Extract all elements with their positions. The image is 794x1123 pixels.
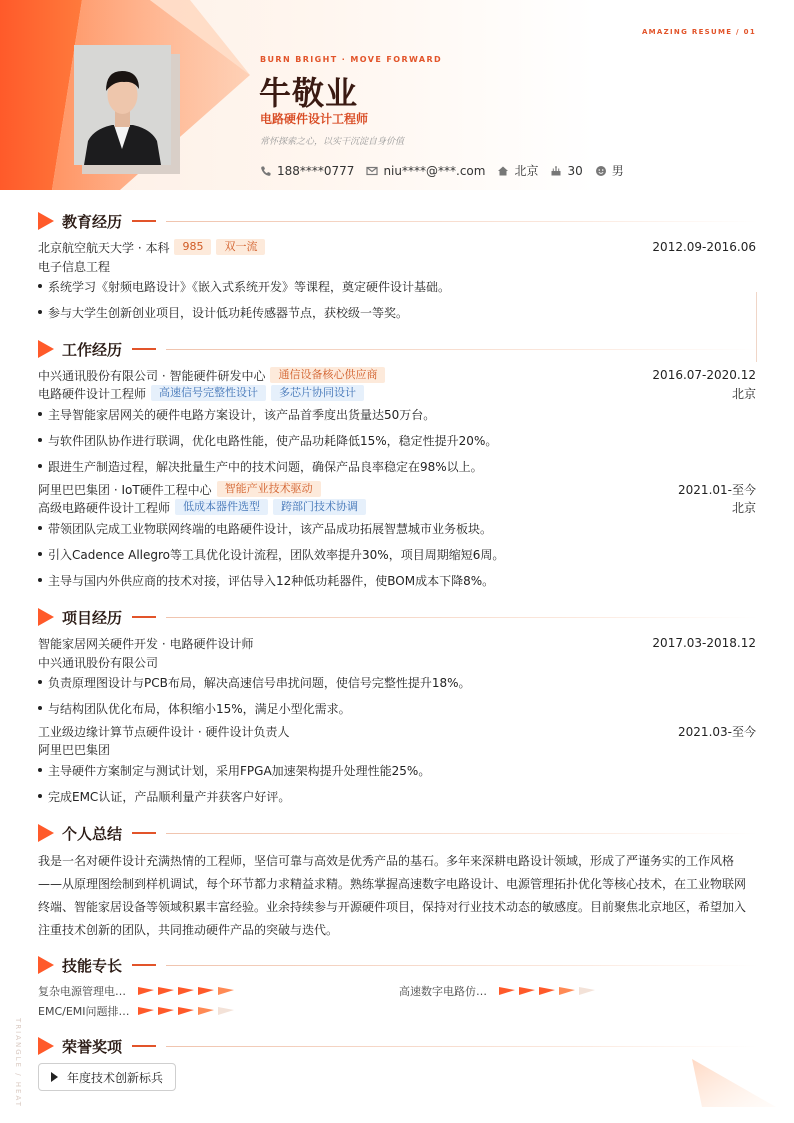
- section-title: 项目经历: [62, 608, 123, 627]
- section-dash: [132, 1045, 156, 1047]
- skill-level: [138, 1007, 234, 1015]
- section-awards: [38, 1035, 758, 1057]
- section-projects: [38, 606, 758, 628]
- triangle-icon: [38, 1037, 54, 1055]
- skill-flag-filled: [539, 987, 555, 995]
- motto: BURN BRIGHT · MOVE FORWARD: [260, 55, 443, 64]
- contact-gender: [595, 162, 624, 179]
- company-tag: 通信设备核心供应商: [270, 367, 385, 383]
- education-period: 2012.09-2016.06: [652, 240, 756, 254]
- job-title: 电路硬件设计工程师: [260, 112, 369, 126]
- skill-flag-filled: [519, 987, 535, 995]
- skill-item: [38, 1003, 234, 1019]
- project-name: 工业级边缘计算节点硬件设计 · 硬件设计负责人: [38, 724, 290, 739]
- cake-icon: [550, 165, 562, 177]
- play-icon: [51, 1072, 58, 1082]
- section-dash: [132, 348, 156, 350]
- section-line: [166, 965, 758, 966]
- work-bullet: 主导与国内外供应商的技术对接，评估导入12种低功耗器件，使BOM成本下降8%。: [38, 572, 756, 589]
- mail-icon: [366, 165, 378, 177]
- work-role-row: [38, 384, 756, 402]
- section-line: [166, 349, 758, 350]
- contact-city: [497, 162, 538, 179]
- section-line: [166, 617, 758, 618]
- role-tag: 跨部门技术协调: [273, 499, 366, 515]
- skill-flag-filled: [559, 987, 575, 995]
- avatar: [74, 45, 171, 165]
- section-line: [166, 833, 758, 834]
- work-bullet: 主导智能家居网关的硬件电路方案设计，该产品首季度出货量达50万台。: [38, 406, 756, 423]
- school-tag: 双一流: [216, 239, 265, 255]
- work-company-row: [38, 366, 756, 384]
- education-bullet: 系统学习《射频电路设计》《嵌入式系统开发》等课程，奠定硬件设计基础。: [38, 278, 756, 295]
- skill-level: [138, 987, 234, 995]
- contact-email: [366, 164, 485, 178]
- skill-flag-filled: [158, 1007, 174, 1015]
- skill-flag-filled: [138, 987, 154, 995]
- section-dash: [132, 616, 156, 618]
- skill-flag-filled: [178, 987, 194, 995]
- work-location: 北京: [731, 386, 756, 401]
- contact-phone: [260, 164, 354, 178]
- side-text: TRIANGLE / HEAT: [14, 1018, 22, 1108]
- skill-name: EMC/EMI问题排…: [38, 1005, 130, 1018]
- contact-age: [550, 164, 582, 178]
- project-bullet: 完成EMC认证，产品顺利量产并获客户好评。: [38, 788, 756, 805]
- skill-flag-filled: [158, 987, 174, 995]
- triangle-icon: [38, 824, 54, 842]
- email-text: niu****@***.com: [383, 163, 486, 178]
- skill-level: [499, 987, 595, 995]
- school-name: 北京航空航天大学 · 本科: [38, 240, 170, 255]
- work-period: 2021.01-至今: [678, 482, 756, 497]
- skill-item: [399, 983, 595, 999]
- project-row: [38, 634, 756, 652]
- section-skills: [38, 954, 758, 976]
- summary-text: 我是一名对硬件设计充满热情的工程师，坚信可靠与高效是优秀产品的基石。多年来深耕电路设计领域，形成了严谨务实的工作风格——从原理图绘制到样机调试，每个环节都力求精益求精。熟练掌握高速数字电路设计、电源管理拓扑优化等核心技术，在工业物联网终端、智能家居设备等领域积累丰富经验。业余持续参与开源硬件项目，保持对行业技术动态的敏感度。目前聚焦北京地区，希望加入注重技术创新的团队，共同推动硬件产品的突破与迭代。: [38, 854, 747, 937]
- phone-text: 188****0777: [277, 163, 355, 178]
- skill-flag-filled: [198, 987, 214, 995]
- phone-icon: [260, 165, 272, 177]
- triangle-icon: [38, 956, 54, 974]
- skill-flag-empty: [579, 987, 595, 995]
- project-bullet: 主导硬件方案制定与测试计划，采用FPGA加速架构提升处理性能25%。: [38, 762, 756, 779]
- section-title: 工作经历: [62, 340, 123, 359]
- section-dash: [132, 220, 156, 222]
- age-text: 30: [567, 163, 583, 178]
- section-title: 技能专长: [62, 956, 123, 975]
- tagline: 常怀探索之心，以实干沉淀自身价值: [260, 137, 405, 147]
- work-role: 电路硬件设计工程师: [38, 386, 147, 401]
- top-tag: AMAZING RESUME / 01: [641, 28, 756, 36]
- home-icon: [497, 165, 509, 177]
- section-dash: [132, 964, 156, 966]
- work-bullet: 引入Cadence Allegro等工具优化设计流程，团队效率提升30%，项目周期缩短6周。: [38, 546, 756, 563]
- work-period: 2016.07-2020.12: [652, 368, 756, 382]
- skill-flag-empty: [218, 1007, 234, 1015]
- work-role-row: [38, 498, 756, 516]
- work-role: 高级电路硬件设计工程师: [38, 500, 171, 515]
- section-title: 教育经历: [62, 212, 123, 231]
- section-line: [166, 1046, 758, 1047]
- triangle-icon: [38, 340, 54, 358]
- work-location: 北京: [731, 500, 756, 515]
- project-bullet: 负责原理图设计与PCB布局，解决高速信号串扰问题，使信号完整性提升18%。: [38, 674, 756, 691]
- gender-text: 男: [611, 164, 624, 178]
- work-company: 中兴通讯股份有限公司 · 智能硬件研发中心: [38, 368, 266, 383]
- work-bullet: 带领团队完成工业物联网终端的电路硬件设计，该产品成功拓展智慧城市业务板块。: [38, 520, 756, 537]
- section-line: [166, 221, 758, 222]
- skill-flag-filled: [198, 1007, 214, 1015]
- role-tag: 高速信号完整性设计: [151, 385, 266, 401]
- work-bullet: 跟进生产制造过程，解决批量生产中的技术问题，确保产品良率稳定在98%以上。: [38, 458, 756, 475]
- role-tag: 多芯片协同设计: [271, 385, 364, 401]
- skill-name: 复杂电源管理电…: [38, 985, 126, 998]
- skill-item: [38, 983, 234, 999]
- school-tag: 985: [174, 239, 211, 255]
- project-bullet: 与结构团队优化布局，体积缩小15%，满足小型化需求。: [38, 700, 756, 717]
- company-tag: 智能产业技术驱动: [217, 481, 321, 497]
- triangle-icon: [38, 212, 54, 230]
- contact-bar: [260, 162, 624, 179]
- section-dash: [132, 832, 156, 834]
- candidate-name: 牛敬业: [259, 74, 359, 112]
- skill-name: 高速数字电路仿…: [399, 985, 487, 998]
- corner-triangle: [692, 1059, 776, 1111]
- skill-flag-filled: [218, 987, 234, 995]
- work-company-row: [38, 480, 756, 498]
- education-row: [38, 238, 756, 256]
- section-education: [38, 210, 758, 232]
- triangle-icon: [38, 608, 54, 626]
- project-name: 智能家居网关硬件开发 · 电路硬件设计师: [38, 636, 254, 651]
- work-bullet: 与软件团队协作进行联调，优化电路性能，使产品功耗降低15%，稳定性提升20%。: [38, 432, 756, 449]
- section-work: [38, 338, 758, 360]
- project-org: 阿里巴巴集团: [38, 743, 111, 757]
- section-title: 个人总结: [62, 824, 123, 843]
- user-icon: [595, 165, 607, 177]
- project-period: 2021.03-至今: [678, 724, 756, 739]
- education-major: 电子信息工程: [38, 260, 111, 274]
- skill-flag-filled: [178, 1007, 194, 1015]
- role-tag: 低成本器件选型: [175, 499, 268, 515]
- award-badge: [38, 1063, 176, 1091]
- section-title: 荣誉奖项: [62, 1037, 123, 1056]
- project-org: 中兴通讯股份有限公司: [38, 656, 159, 670]
- skill-flag-filled: [499, 987, 515, 995]
- award-text: 年度技术创新标兵: [67, 1070, 164, 1085]
- education-bullet: 参与大学生创新创业项目，设计低功耗传感器节点，获校级一等奖。: [38, 304, 756, 321]
- skill-flag-filled: [138, 1007, 154, 1015]
- project-period: 2017.03-2018.12: [652, 636, 756, 650]
- project-row: [38, 722, 756, 740]
- city-text: 北京: [514, 164, 539, 178]
- work-company: 阿里巴巴集团 · IoT硬件工程中心: [38, 482, 212, 497]
- section-summary: [38, 822, 758, 844]
